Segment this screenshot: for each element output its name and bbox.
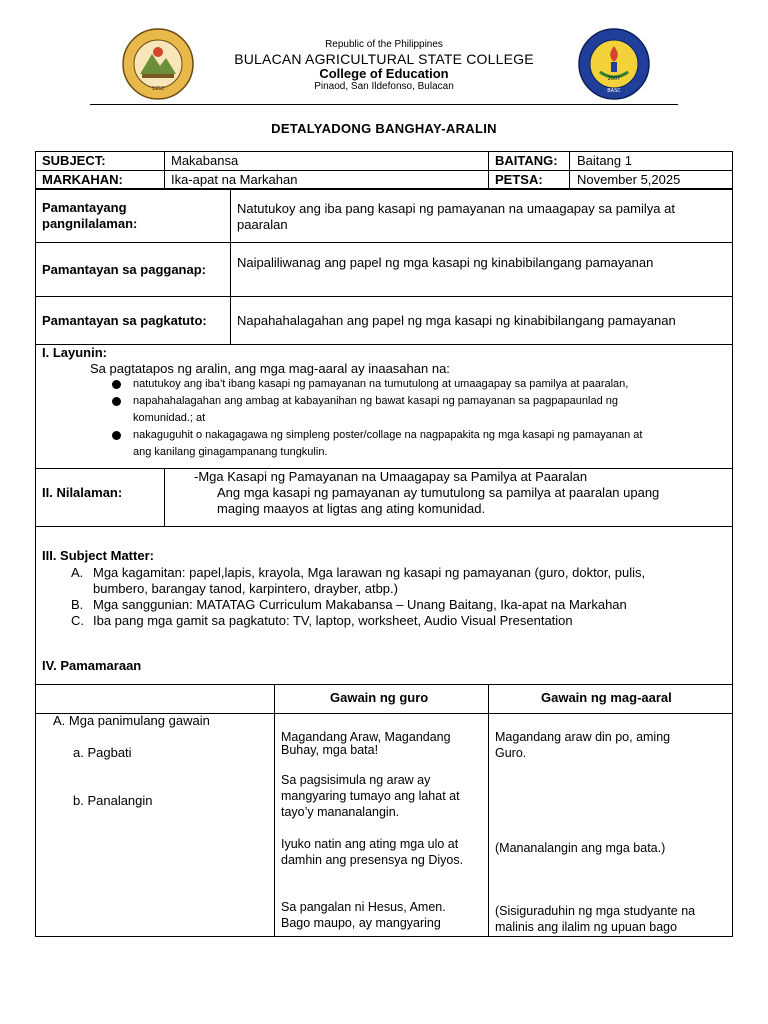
standards-row-divider [35,344,733,345]
college-address: Pinaod, San Ildefonso, Bulacan [314,81,454,92]
baitang-value: Baitang 1 [577,153,632,168]
pamamaraan-col-divider [274,684,275,937]
layunin-intro: Sa pagtatapos ng aralin, ang mga mag-aaral ay inaasahan na: [90,361,450,376]
kagamitan-text: Mga kagamitan: papel,lapis, krayola, Mga larawan ng kasapi ng pamayanan (guro, doktor, pulis, [93,565,646,580]
magaaral-line: (Sisiguraduhin ng mga studyante na [495,904,696,918]
standards-row-divider [35,242,733,243]
left-logo-year: 1952 [151,86,165,92]
magaaral-line: (Mananalangin ang mga bata.) [495,841,666,855]
pamamaraan-col-divider [488,684,489,937]
layunin-heading: I. Layunin: [42,345,107,360]
markahan-label: MARKAHAN: [42,172,123,187]
guro-line: Bago maupo, ay mangyaring [281,916,441,930]
nilalaman-description: maging maayos at ligtas ang ating komunidad. [217,501,486,516]
iba-pang-gamit-text: Iba pang mga gamit sa pagkatuto: TV, laptop, worksheet, Audio Visual Presentation [93,613,573,628]
info-col-divider [488,151,489,189]
magaaral-line: Magandang araw din po, aming [495,730,671,744]
bullet-icon [112,431,121,440]
right-logo-year: 2007 [607,76,621,82]
guro-line: Iyuko natin ang ating mga ulo at [281,837,459,851]
pangnilalaman-label: Pamantayang pangnilalaman: [42,200,138,231]
standards-col-divider [230,189,231,344]
petsa-label: PETSA: [495,172,543,187]
list-marker: B. [71,597,84,612]
subject-label: SUBJECT: [42,153,106,168]
layunin-item: natutukoy ang iba’t ibang kasapi ng pamayanan na tumutulong at umaagapay sa pamilya at paaralan, [133,378,629,390]
layunin-item: napahahalagahan ang ambag at kabayanihan ng bawat kasapi ng pamayanan sa pagpapaunlad ng [133,395,619,407]
guro-line: tayo’y mananalangin. [281,805,400,819]
magaaral-line: Guro. [495,746,527,760]
layunin-item-continued: ang kanilang ginagampanang tungkulin. [133,446,328,458]
document-title: DETALYADONG BANGHAY-ARALIN [271,121,497,136]
subject-matter-heading: III. Subject Matter: [42,548,154,563]
layunin-item-continued: komunidad.; at [133,412,206,424]
guro-line: Magandang Araw, Magandang [281,730,451,744]
pagkatuto-value: Napahahalagahan ang papel ng mga kasapi ng kinabibilangang pamayanan [237,313,676,328]
pagganap-label: Pamantayan sa pagganap: [42,262,206,277]
panalangin-label: b. Panalangin [73,793,153,808]
col-header-magaaral: Gawain ng mag-aaral [541,690,672,705]
nilalaman-col-divider [164,468,165,526]
pagganap-value: Naipaliliwanag ang papel ng mga kasapi ng kinabibilangang pamayanan [237,255,654,270]
pagbati-label: a. Pagbati [73,745,132,760]
bullet-icon [112,380,121,389]
pangnilalaman-value: Natutukoy ang iba pang kasapi ng pamayanan na umaagapay sa pamilya at paaralan [237,201,675,232]
department-name: College of Education [319,66,449,81]
baitang-label: BAITANG: [495,153,558,168]
sanggunian-text: Mga sanggunian: MATATAG Curriculum Makabansa – Unang Baitang, Ika-apat na Markahan [93,597,627,612]
petsa-value: November 5,2025 [577,172,681,187]
kagamitan-text-continued: bumbero, barangay tanod, karpintero, drayber, atbp.) [93,581,398,596]
markahan-value: Ika-apat na Markahan [171,172,298,187]
panimulang-gawain: A. Mga panimulang gawain [53,713,210,728]
pagkatuto-label: Pamantayan sa pagkatuto: [42,313,207,328]
guro-line: Sa pangalan ni Hesus, Amen. [281,900,446,914]
guro-line: Sa pagsisimula ng araw ay [281,773,431,787]
nilalaman-heading: II. Nilalaman: [42,485,123,500]
pamamaraan-heading: IV. Pamamaraan [42,658,142,673]
nilalaman-topic: -Mga Kasapi ng Pamayanan na Umaagapay sa Pamilya at Paaralan [194,469,588,484]
nilalaman-description: Ang mga kasapi ng pamayanan ay tumutulong sa pamilya at paaralan upang [217,485,660,500]
info-col-divider [164,151,165,189]
list-marker: A. [71,565,84,580]
guro-line: damhin ang presensya ng Diyos. [281,853,464,867]
info-row-divider [35,170,733,171]
info-col-divider [569,151,570,189]
nilalaman-bottom-divider [35,526,733,527]
republic-line: Republic of the Philippines [325,39,443,50]
college-name: BULACAN AGRICULTURAL STATE COLLEGE [234,51,534,67]
subject-value: Makabansa [171,153,239,168]
layunin-item: nakaguguhit o nakagagawa ng simpleng poster/collage na nagpapakita ng mga kasapi ng pamayanan at [133,429,643,441]
guro-line: mangyaring tumayo ang lahat at [281,789,460,803]
magaaral-line: malinis ang ilalim ng upuan bago [495,920,678,934]
guro-line: Buhay, mga bata! [281,743,379,757]
header-divider [90,104,678,105]
bullet-icon [112,397,121,406]
list-marker: C. [71,613,84,628]
right-logo-bottom-text: BASC [607,88,621,94]
col-header-guro: Gawain ng guro [330,690,429,705]
standards-row-divider [35,296,733,297]
